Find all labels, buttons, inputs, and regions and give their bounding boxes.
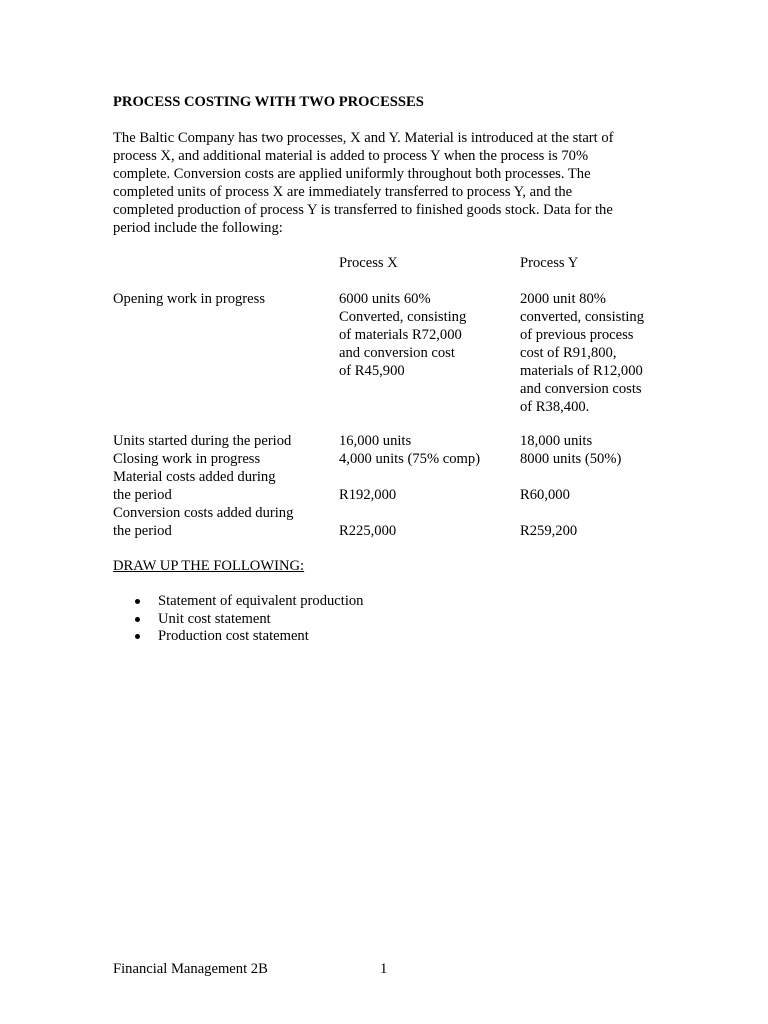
list-item [113, 593, 363, 611]
cell-line: and conversion cost [339, 345, 455, 361]
cell-line: Converted, consisting [339, 309, 467, 325]
closing-wip-process-y: 8000 units (50%) [520, 451, 622, 467]
row-label-opening-wip: Opening work in progress [113, 291, 265, 307]
cell-line: Material costs added during [113, 469, 276, 485]
cell-line: converted, consisting [520, 309, 645, 325]
row-label-units-started: Units started during the period [113, 433, 292, 449]
conversion-costs-process-x: R225,000 [339, 523, 397, 539]
cell-line: materials of R12,000 [520, 363, 643, 379]
column-header-process-y: Process Y [520, 255, 579, 271]
cell-line: Conversion costs added during [113, 505, 294, 521]
list-item [113, 628, 363, 646]
cell-line: 2000 unit 80% [520, 291, 606, 307]
requirements-list [113, 593, 363, 646]
bullet-icon [135, 634, 140, 639]
list-item-label: Statement of equivalent production [158, 593, 364, 609]
cell-line: of R45,900 [339, 363, 405, 379]
cell-line: the period [113, 487, 172, 503]
closing-wip-process-x: 4,000 units (75% comp) [339, 451, 481, 467]
intro-line: complete. Conversion costs are applied uniformly throughout both processes. The [113, 166, 591, 182]
draw-up-heading: DRAW UP THE FOLLOWING: [113, 558, 305, 574]
intro-line: The Baltic Company has two processes, X and Y. Material is introduced at the start of [113, 130, 614, 146]
conversion-costs-process-y: R259,200 [520, 523, 578, 539]
column-header-process-x: Process X [339, 255, 398, 271]
units-started-process-y: 18,000 units [520, 433, 593, 449]
bullet-icon [135, 617, 140, 622]
footer-course: Financial Management 2B [113, 961, 268, 977]
list-item-label: Unit cost statement [158, 610, 271, 627]
document-title: PROCESS COSTING WITH TWO PROCESSES [113, 94, 424, 110]
row-label-conversion-costs [113, 504, 293, 540]
intro-paragraph [113, 129, 653, 237]
opening-wip-process-y [520, 290, 644, 416]
row-label-material-costs [113, 468, 276, 504]
intro-line: process X, and additional material is added to process Y when the process is 70% [113, 148, 589, 164]
cell-line: of materials R72,000 [339, 327, 462, 343]
units-started-process-x: 16,000 units [339, 433, 412, 449]
opening-wip-process-x [339, 290, 466, 380]
intro-line: completed production of process Y is transferred to finished goods stock. Data for the [113, 202, 613, 218]
intro-line: completed units of process X are immediately transferred to process Y, and the [113, 184, 573, 200]
cell-line: the period [113, 523, 172, 539]
footer-page-number: 1 [380, 961, 388, 977]
intro-line: period include the following: [113, 220, 283, 236]
cell-line: and conversion costs [520, 381, 642, 397]
bullet-icon [135, 599, 140, 604]
cell-line: of previous process [520, 327, 634, 343]
cell-line: cost of R91,800, [520, 345, 617, 361]
cell-line: 6000 units 60% [339, 291, 431, 307]
material-costs-process-y: R60,000 [520, 487, 570, 503]
list-item-label: Production cost statement [158, 628, 309, 644]
list-item [113, 611, 363, 629]
cell-line: of R38,400. [520, 399, 590, 415]
row-label-closing-wip: Closing work in progress [113, 451, 261, 467]
material-costs-process-x: R192,000 [339, 487, 397, 503]
